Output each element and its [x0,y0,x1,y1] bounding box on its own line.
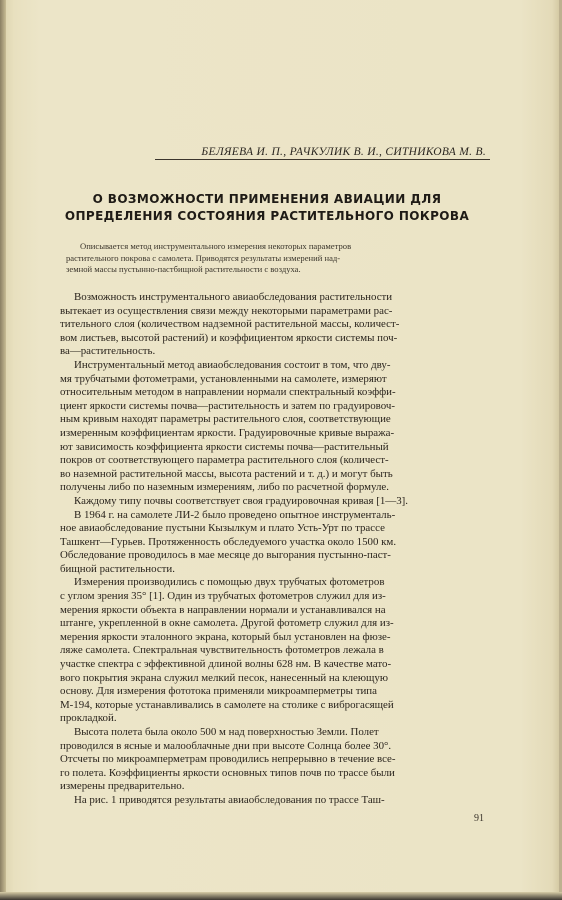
page-bottom-edge [0,892,562,900]
authors-line: БЕЛЯЕВА И. П., РАЧКУЛИК В. И., СИТНИКОВА М. В. [201,146,486,158]
text-line: проводился в ясные и малооблачные дни при высоте Солнца более 30°. [60,739,392,752]
paragraph [60,726,492,794]
text-line: ное авиаобследование пустыни Кызылкум и плато Усть-Урт по трассе [60,522,385,535]
text-line: основу. Для измерения фототока применяли микроамперметры типа [60,685,377,698]
paragraph [60,495,492,509]
paragraph [60,794,492,808]
text-line: ва—растительность. [60,345,156,358]
text-line: Высота полета была около 500 м над поверхностью Земли. Полет [74,726,379,738]
abstract [66,241,452,276]
text-line: во наземной растительной массы, высота растений и т. д.) и могут быть [60,467,393,480]
text-line: прокладкой. [60,712,117,725]
text-line: вом листьев, высотой растений) и коэффициентом яркости системы поч- [60,331,398,344]
abstract-line: земной массы пустынно-пастбищной растительности с воздуха. [66,264,301,274]
text-line: В 1964 г. на самолете ЛИ-2 было проведено опытное инструменталь- [74,508,396,521]
text-line: Инструментальный метод авиаобследования состоит в том, что дву- [74,358,391,371]
text-line: Отсчеты по микроамперметрам проводились непрерывно в течение все- [60,753,396,766]
title-line: ОПРЕДЕЛЕНИЯ СОСТОЯНИЯ РАСТИТЕЛЬНОГО ПОКРОВА [64,209,470,223]
text-line: покров от соответствующего параметра растительного слоя (количест- [60,454,389,467]
text-line: Измерения производились с помощью двух трубчатых фотометров [74,576,385,589]
text-line: участке спектра с эффективной длиной волны 628 нм. В качестве мато- [60,658,392,671]
text-line: ют зависимость коэффициента яркости системы почва—растительный [60,440,389,453]
text-line: го полета. Коэффициенты яркости основных типов почв по трассе были [60,766,395,779]
text-line: вого покрытия экрана служил мелкий песок, нанесенный на клеющую [60,671,388,684]
text-line: На рис. 1 приводятся результаты авиаобследования по трассе Таш- [74,793,385,806]
page-binding [0,0,6,900]
text-line: измеренным коэффициентам яркости. Градуировочные кривые выража- [60,426,395,439]
paragraph [60,291,492,359]
text-line: с углом зрения 35° [1]. Один из трубчатых фотометров служил для из- [60,590,386,603]
text-line: мерения яркости эталонного экрана, который был установлен на фюзе- [60,630,391,643]
abstract-line: Описывается метод инструментального измерения некоторых параметров [80,241,352,251]
authors-rule [155,159,490,160]
text-line: Каждому типу почвы соответствует своя градуировочная кривая [1—3]. [74,494,408,507]
text-line: измерены предварительно. [60,780,185,793]
paragraph [60,576,492,726]
text-line: М-194, которые устанавливались в самолете на столике с виброгасящей [60,698,394,711]
text-line: ляже самолета. Спектральная чувствительность фотометров лежала в [60,644,384,657]
text-line: бищной растительности. [60,562,175,575]
text-line: Обследование проводилось в мае месяце до выгорания пустынно-паст- [60,549,391,562]
text-line: мерения яркости объекта в направлении нормали и устанавливался на [60,603,386,616]
article-title [44,191,490,225]
text-line: относительным методом в направлении нормали спектральный коэффи- [60,386,396,399]
text-line: циент яркости системы почва—растительность и затем по градуировоч- [60,399,395,412]
text-line: получены либо по наземным измерениям, либо по расчетной формуле. [60,481,389,494]
text-line: вытекает из осуществления связи между некоторыми параметрами рас- [60,304,393,317]
article-body [60,291,492,808]
text-line: Возможность инструментального авиаобследования растительности [74,291,393,303]
text-line: мя трубчатыми фотометрами, установленными на самолете, измеряют [60,372,387,385]
text-line: ным кривым находят параметры растительного слоя, соответствующие [60,413,391,426]
paragraph [60,359,492,495]
text-line: Ташкент—Гурьев. Протяженность обследуемого участка около 1500 км. [60,535,397,548]
title-line: О ВОЗМОЖНОСТИ ПРИМЕНЕНИЯ АВИАЦИИ ДЛЯ [92,192,442,206]
text-line: тительного слоя (количеством надземной растительной массы, количест- [60,318,400,331]
page-number: 91 [474,813,484,824]
text-line: штанге, укрепленной в окне самолета. Другой фотометр служил для из- [60,617,394,630]
paragraph [60,509,492,577]
abstract-line: растительного покрова с самолета. Приводятся результаты измерений над- [66,252,341,263]
